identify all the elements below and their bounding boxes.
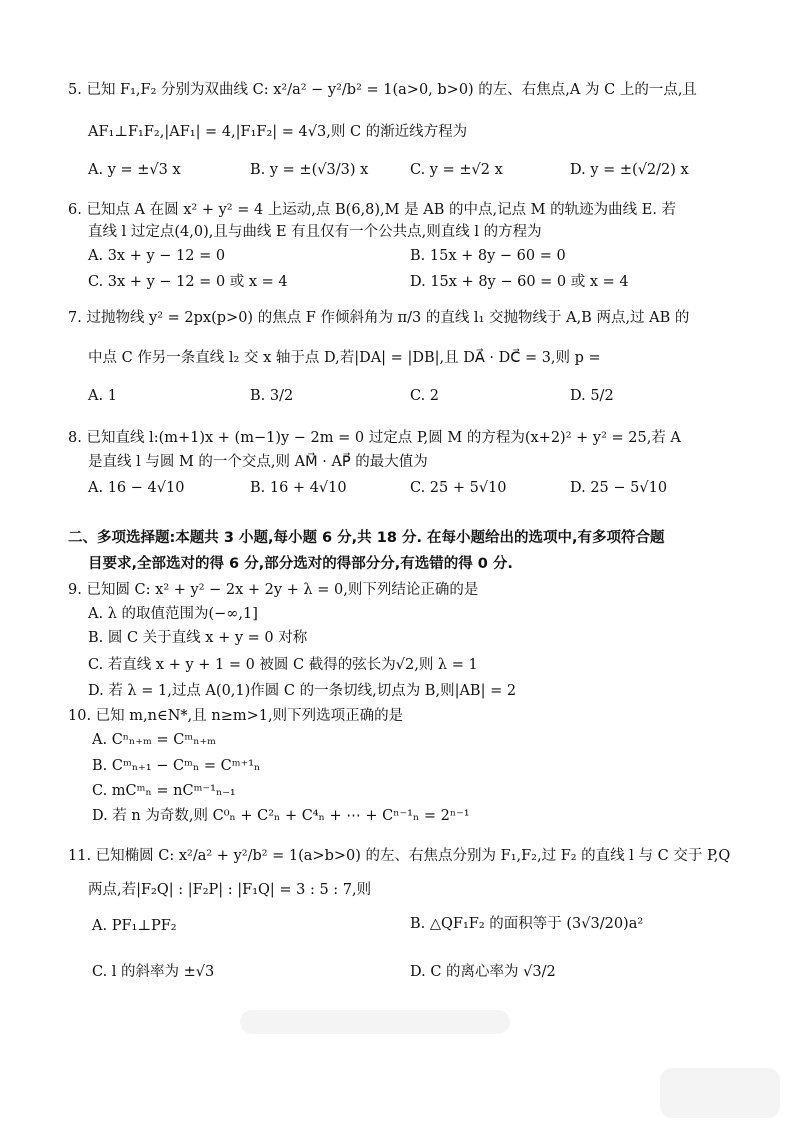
q5-option-a: A. y = ±√3 x xyxy=(88,162,181,178)
q8-option-d: D. 25 − 5√10 xyxy=(570,480,668,496)
q7-stem-line2: 中点 C 作另一条直线 l₂ 交 x 轴于点 D,若|DA| = |DB|,且 DA⃗ · DC⃗ = 3,则 p = xyxy=(88,350,601,366)
q8-stem-line1: 8. 已知直线 l:(m+1)x + (m−1)y − 2m = 0 过定点 P,圆 M 的方程为(x+2)² + y² = 25,若 A xyxy=(68,430,681,446)
scan-smudge xyxy=(240,1010,510,1034)
q7-option-b: B. 3/2 xyxy=(250,388,294,404)
q10-option-c: C. mCᵐₙ = nCᵐ⁻¹ₙ₋₁ xyxy=(92,783,236,799)
q11-stem-line1: 11. 已知椭圆 C: x²/a² + y²/b² = 1(a>b>0) 的左、右焦点分别为 F₁,F₂,过 F₂ 的直线 l 与 C 交于 P,Q xyxy=(68,848,731,864)
q10-stem: 10. 已知 m,n∈N*,且 n≥m>1,则下列选项正确的是 xyxy=(68,708,404,724)
q10-option-b: B. Cᵐₙ₊₁ − Cᵐₙ = Cᵐ⁺¹ₙ xyxy=(92,758,261,774)
q11-option-d: D. C 的离心率为 √3/2 xyxy=(410,964,556,980)
q5-option-b: B. y = ±(√3/3) x xyxy=(250,162,369,178)
q8-option-c: C. 25 + 5√10 xyxy=(410,480,507,496)
q7-option-d: D. 5/2 xyxy=(570,388,614,404)
q9-option-d: D. 若 λ = 1,过点 A(0,1)作圆 C 的一条切线,切点为 B,则|AB| = 2 xyxy=(88,683,517,699)
q6-option-b: B. 15x + 8y − 60 = 0 xyxy=(410,248,566,264)
q9-option-a: A. λ 的取值范围为(−∞,1] xyxy=(88,606,258,622)
q8-stem-line2: 是直线 l 与圆 M 的一个交点,则 AM⃗ · AP⃗ 的最大值为 xyxy=(88,454,428,470)
q6-option-c: C. 3x + y − 12 = 0 或 x = 4 xyxy=(88,274,288,290)
q9-option-c: C. 若直线 x + y + 1 = 0 被圆 C 截得的弦长为√2,则 λ = 1 xyxy=(88,657,478,673)
q5-option-d: D. y = ±(√2/2) x xyxy=(570,162,689,178)
scan-smudge-corner xyxy=(660,1068,780,1118)
q11-option-b: B. △QF₁F₂ 的面积等于 (3√3/20)a² xyxy=(410,916,644,932)
q10-option-a: A. Cⁿₙ₊ₘ = Cᵐₙ₊ₘ xyxy=(92,732,217,748)
q5-stem-line1: 5. 已知 F₁,F₂ 分别为双曲线 C: x²/a² − y²/b² = 1(a>0, b>0) 的左、右焦点,A 为 C 上的一点,且 xyxy=(68,82,697,98)
q9-option-b: B. 圆 C 关于直线 x + y = 0 对称 xyxy=(88,630,308,646)
q7-stem-line1: 7. 过抛物线 y² = 2px(p>0) 的焦点 F 作倾斜角为 π/3 的直线 l₁ 交抛物线于 A,B 两点,过 AB 的 xyxy=(68,310,690,326)
q6-stem-line1: 6. 已知点 A 在圆 x² + y² = 4 上运动,点 B(6,8),M 是 AB 的中点,记点 M 的轨迹为曲线 E. 若 xyxy=(68,202,677,218)
section2-heading-line1: 二、多项选择题:本题共 3 小题,每小题 6 分,共 18 分. 在每小题给出的选项中,有多项符合题 xyxy=(68,530,665,546)
q11-option-a: A. PF₁⊥PF₂ xyxy=(92,918,177,934)
q11-option-c: C. l 的斜率为 ±√3 xyxy=(92,964,215,980)
q11-stem-line2: 两点,若|F₂Q| : |F₂P| : |F₁Q| = 3 : 5 : 7,则 xyxy=(88,882,372,898)
q6-stem-line2: 直线 l 过定点(4,0),且与曲线 E 有且仅有一个公共点,则直线 l 的方程为 xyxy=(88,224,542,240)
q6-option-d: D. 15x + 8y − 60 = 0 或 x = 4 xyxy=(410,274,629,290)
q6-option-a: A. 3x + y − 12 = 0 xyxy=(88,248,226,264)
q5-option-c: C. y = ±√2 x xyxy=(410,162,503,178)
q7-option-a: A. 1 xyxy=(88,388,117,404)
q8-option-b: B. 16 + 4√10 xyxy=(250,480,347,496)
section2-heading-line2: 目要求,全部选对的得 6 分,部分选对的得部分分,有选错的得 0 分. xyxy=(88,556,513,572)
q9-stem: 9. 已知圆 C: x² + y² − 2x + 2y + λ = 0,则下列结论正确的是 xyxy=(68,582,479,598)
q8-option-a: A. 16 − 4√10 xyxy=(88,480,185,496)
q5-stem-line2: AF₁⊥F₁F₂,|AF₁| = 4,|F₁F₂| = 4√3,则 C 的渐近线方程为 xyxy=(88,124,468,140)
q7-option-c: C. 2 xyxy=(410,388,440,404)
q10-option-d: D. 若 n 为奇数,则 C⁰ₙ + C²ₙ + C⁴ₙ + ⋯ + Cⁿ⁻¹ₙ = 2ⁿ⁻¹ xyxy=(92,808,470,824)
